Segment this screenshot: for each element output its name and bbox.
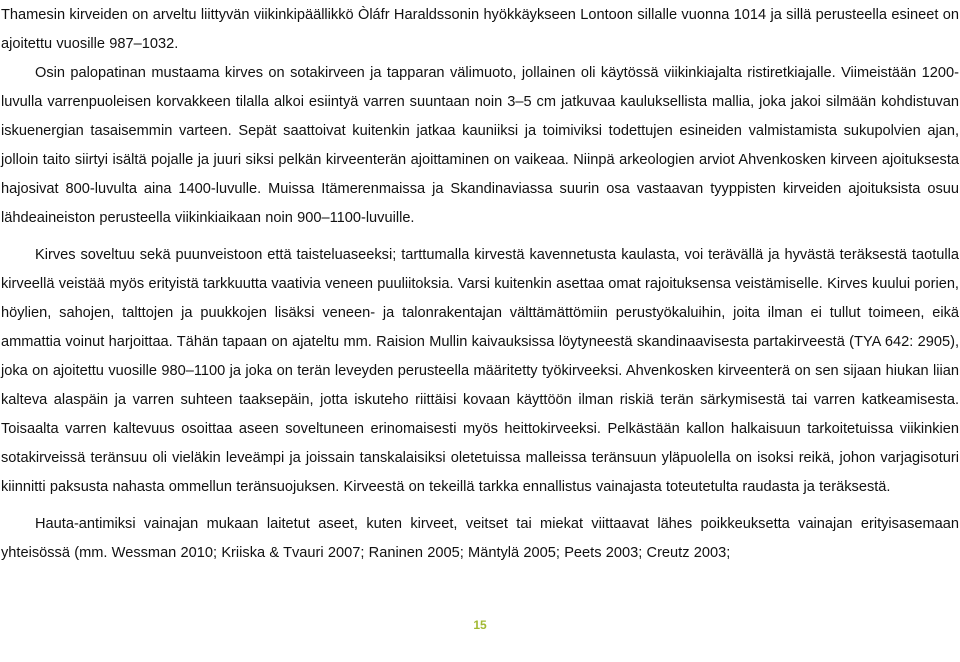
paragraph-grave-goods: Hauta-antimiksi vainajan mukaan laitetut aseet, kuten kirveet, veitset tai miekat viittaavat lähes poikkeuksetta vainajan erityisasemaan yhteisössä (mm. Wessman 2010; Kriiska & Tvauri 2007; Raninen 2005; Mäntylä 2005; Peets 2003; Creutz 2003; bbox=[1, 516, 959, 561]
paragraph-axe-typology: Osin palopatinan mustaama kirves on sotakirveen ja tapparan välimuoto, jollainen oli käytössä viikinkiajalta ristiretkiajalle. Viimeistään 1200-luvulla varrenpuoleisen korvakkeen tilalla alkoi esiintyä varren suuntaan noin 3–5 cm jatkuvaa kauluksellista mallia, joka jakoi silmään kohdistuvan iskuenergian tasaisemmin varteen. Sepät saattoivat kuitenkin jatkaa kauniiksi ja toimiviksi todettujen esineiden valmistamista sukupolvien ajan, jolloin taito siirtyi isältä pojalle ja juuri siksi pelkän kirveenterän ajoittaminen on vaikeaa. Niinpä arkeologien arviot Ahvenkosken kirveen ajoituksesta hajosivat 800-luvulta aina 1400-luvulle. Muissa Itämerenmaissa ja Skandinaviassa suurin osa vastaavan tyyppisten kirveiden ajoituksista osuu lähdeaineiston perusteella viikinkiaikaan noin 900–1100-luvuille. bbox=[1, 65, 959, 226]
page-number: 15 bbox=[473, 618, 487, 632]
body-text bbox=[1, 0, 959, 568]
paragraph-thames-axes: Thamesin kirveiden on arveltu liittyvän viikinkipäällikkö Òláfr Haraldssonin hyökkäykseen Lontoon sillalle vuonna 1014 ja sillä perusteella esineet on ajoitettu vuosille 987–1032. bbox=[1, 7, 959, 52]
paragraph-axe-usage: Kirves soveltuu sekä puunveistoon että taisteluaseeksi; tarttumalla kirvestä kavennetusta kaulasta, voi terävällä ja hyvästä teräksestä taotulla kirveellä veistää myös erityistä tarkkuutta vaativia veneen puuliitoksia. Varsi kuitenkin asettaa omat rajoituksensa veistämiselle. Kirves kuului porien, höylien, sahojen, talttojen ja puukkojen lisäksi veneen- ja talonrakentajan välttämättömiin perustyökaluihin, joita ilman ei tullut toimeen, eikä ammattia voinut harjoittaa. Tähän tapaan on ajateltu mm. Raision Mullin kaivauksissa löytyneestä skandinaavisesta partakirveestä (TYA 642: 2905), joka on ajoitettu vuosille 980–1100 ja joka on terän leveyden perusteella määritetty työkirveeksi. Ahvenkosken kirveenterä on sen sijaan hiukan liian kalteva alaspäin ja varren suhteen taaksepäin, jotta iskuteho riittäisi kovaan käyttöön ilman riskiä terän särkymisestä tai varren katkeamisesta. Toisaalta varren kaltevuus osoittaa aseen soveltuneen erinomaisesti myös heittokirveeksi. Pelkästään kallon halkaisuun tarkoitetuissa viikinkien sotakirveissä teränsuu oli vieläkin leveämpi ja joissain tanskalaisiksi oletetuissa malleissa teränsuun yläpuolella on isoksi reikä, johon varjagisoturi kiinnitti paksusta nahasta ommellun teränsuojuksen. Kirveestä on tekeillä tarkka ennallistus vainajasta toteutetulta raudasta ja teräksestä. bbox=[1, 247, 959, 495]
